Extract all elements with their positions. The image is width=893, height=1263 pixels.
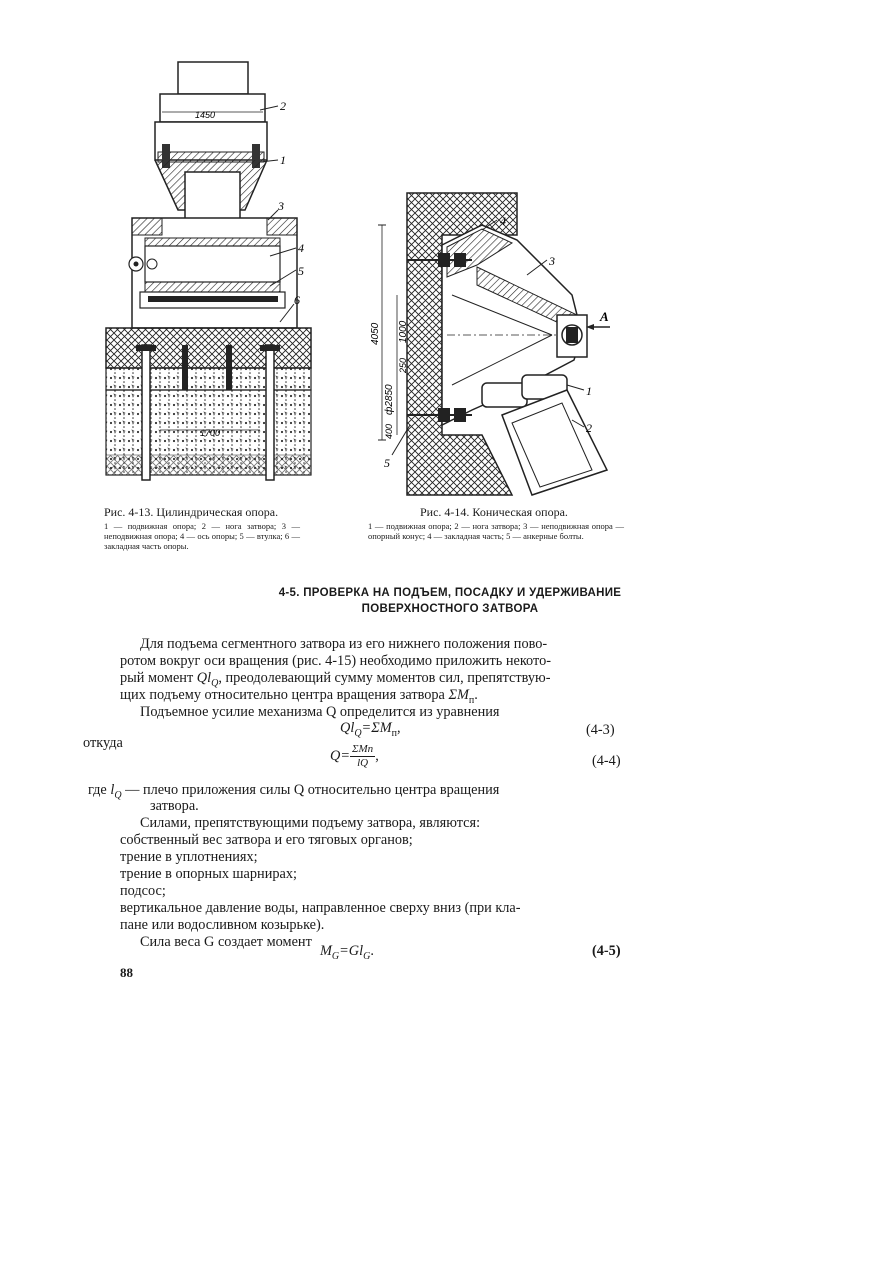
force-item-2: трение в уплотнениях; [120, 849, 258, 865]
equation-4-4: Q= $\frac{\text{ΣMп}}{lQ}$ , [330, 743, 379, 769]
equation-4-3: $Ql_Q=\Sigma M_п$, [340, 720, 401, 739]
figure-4-13-caption: Рис. 4-13. Цилиндрическая опора. [104, 505, 279, 519]
paragraph-1-line-3: рый момент $Ql_Q$, преодолевающий сумму моментов сил, препятствую- [120, 670, 551, 689]
force-item-3: трение в опорных шарнирах; [120, 866, 297, 882]
dim-1000: 1000 [398, 320, 409, 343]
paragraph-2: Подъемное усилие механизма Q определится из уравнения [140, 704, 500, 720]
dim-2850: ф2850 [384, 384, 395, 415]
fig13-label-5: 5 [298, 264, 304, 278]
equation-4-5-number: (4-5) [592, 943, 621, 959]
fig14-label-3: 3 [549, 254, 555, 268]
equation-4-4-fraction: $\frac{\text{ΣMп}}{lQ}$ [351, 743, 374, 769]
fig14-label-A: A [600, 309, 609, 324]
section-title-line-1: 4-5. ПРОВЕРКА НА ПОДЪЕМ, ПОСАДКУ И УДЕРЖИВАНИЕ [278, 587, 622, 599]
force-item-4: подсос; [120, 883, 166, 899]
dim-1700: 1700 [200, 428, 221, 438]
otkuda-text: откуда [83, 735, 123, 751]
force-item-5-line-2: пане или водосливном козырьке). [120, 917, 325, 933]
figure-4-14-legend: 1 — подвижная опора; 2 — нога затвора; 3 — неподвижная опора — опорный конус; 4 — закладная часть; 5 — анкерные болты. [368, 521, 624, 541]
fig13-label-2: 2 [280, 99, 286, 113]
figure-4-14-drawing [352, 185, 617, 500]
fig14-label-5: 5 [384, 456, 390, 470]
where-line-1: где $l_Q$ — плечо приложения силы Q относительно центра вращения [88, 782, 500, 801]
figure-4-14-caption: Рис. 4-14. Коническая опора. [420, 505, 568, 519]
equation-4-3-number: (4-3) [586, 722, 615, 738]
where-line-2: затвора. [150, 798, 199, 814]
dim-400: 400 [384, 423, 394, 439]
fig13-label-1: 1 [280, 153, 286, 167]
force-item-5-line-1: вертикальное давление воды, направленное сверху вниз (при кла- [120, 900, 521, 916]
fig14-label-4: 4 [500, 214, 506, 228]
figure-4-13-drawing [100, 60, 315, 500]
section-title [140, 585, 760, 617]
paragraph-1-line-4: щих подъему относительно центра вращения затвора $\Sigma M_п$. [120, 687, 478, 706]
dim-1450: 1450 [195, 110, 216, 120]
fig13-label-6: 6 [294, 293, 300, 307]
gravity-text: Сила веса G создает момент [140, 934, 312, 950]
dim-250: 250 [398, 357, 408, 373]
fig14-label-1: 1 [586, 384, 592, 398]
dim-4050: 4050 [370, 322, 381, 345]
forces-intro: Силами, препятствующими подъему затвора, являются: [140, 815, 481, 831]
page-number: 88 [120, 965, 133, 980]
equation-4-5: $M_G=Gl_G$. [320, 943, 374, 962]
figure-4-13-legend: 1 — подвижная опора; 2 — нога затвора; 3 — неподвижная опора; 4 — ось опоры; 5 — втулка; 6 — закладная часть опоры. [104, 521, 300, 551]
fig13-label-3: 3 [278, 199, 284, 213]
paragraph-1-line-1: Для подъема сегментного затвора из его нижнего положения пово- [140, 636, 548, 652]
paragraph-1-line-2: ротом вокруг оси вращения (рис. 4-15) необходимо приложить некото- [120, 653, 551, 669]
fig13-label-4: 4 [298, 241, 304, 255]
fig14-label-2: 2 [586, 421, 592, 435]
equation-4-4-number: (4-4) [592, 753, 621, 769]
force-item-1: собственный вес затвора и его тяговых органов; [120, 832, 413, 848]
section-title-line-2: ПОВЕРХНОСТНОГО ЗАТВОРА [361, 603, 539, 615]
